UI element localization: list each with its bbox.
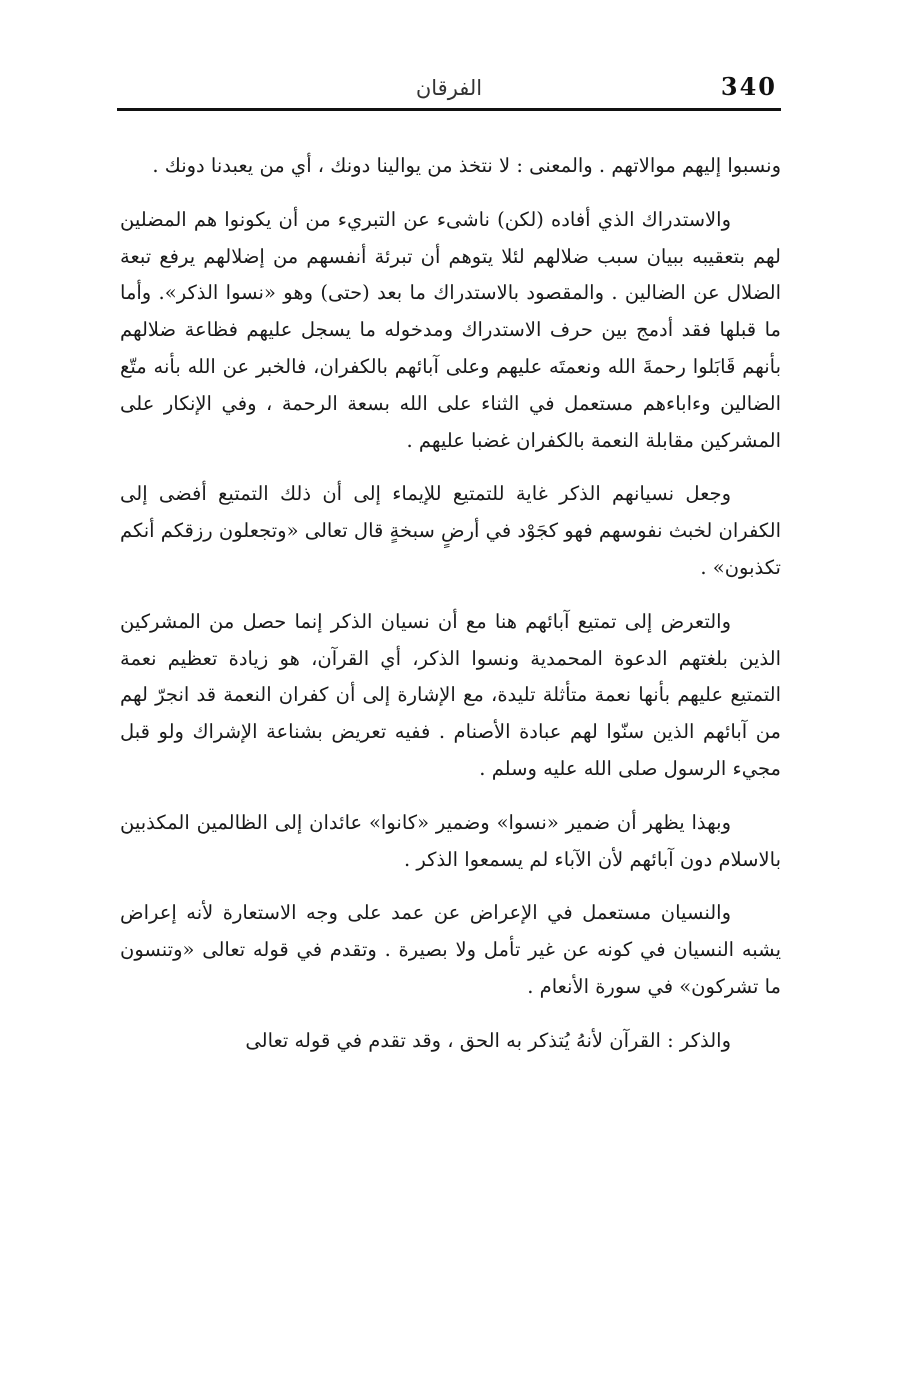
paragraph: والذكر : القرآن لأنهُ يُتذكر به الحق ، وقد تقدم في قوله تعالى — [245, 1028, 731, 1052]
paragraph: والاستدراك الذي أفاده (لكن) ناشىء عن التبريء من أن يكونوا هم المضلين لهم بتعقيبه ببيان سبب ضلالهم لئلا يتوهم أن تبرئة أنفسهم من إضلالهم يرفع تبعة الضلال عن الضالين . والمقصود بالاستدراك ما بعد (حتى) وهو «نسوا الذكر». وأما ما قبلها فقد أدمج بين حرف الاستدراك ومدخوله ما يسجل عليهم فظاعة ضلالهم بأنهم قَابَلوا رحمةَ الله ونعمتَه عليهم وعلى آبائهم بالكفران، فالخبر عن الله بأنه متّع الضالين وءاباءهم مستعمل في الثناء على الله بسعة الرحمة ، وفي الإنكار على المشركين مقابلة النعمة بالكفران غضبا عليهم . — [120, 207, 781, 452]
paragraph: ونسبوا إليهم موالاتهم . والمعنى : لا نتخذ من يوالينا دونك ، أي من يعبدنا دونك . — [152, 154, 781, 177]
running-title: الفرقان — [415, 76, 483, 100]
paragraph: والنسيان مستعمل في الإعراض عن عمد على وجه الاستعارة لأنه إعراض يشبه النسيان في كونه عن غير تأمل ولا بصيرة . وتقدم في قوله تعالى «وتنسون ما تشركون» في سورة الأنعام . — [120, 901, 781, 998]
header-rule — [117, 108, 781, 111]
paragraph: والتعرض إلى تمتيع آبائهم هنا مع أن نسيان الذكر إنما حصل من المشركين الذين بلغتهم الدعوة المحمدية ونسوا الذكر، أي القرآن، هو زيادة تعظيم نعمة التمتيع عليهم بأنها نعمة متأثلة تليدة، مع الإشارة إلى أن كفران النعمة قد انجرّ لهم من آبائهم الذين سنّوا لهم عبادة الأصنام . ففيه تعريض بشناعة الإشراك ولو قبل مجيء الرسول صلى الله عليه وسلم . — [120, 609, 781, 780]
page-number: 340 — [720, 72, 777, 101]
paragraph: وبهذا يظهر أن ضمير «نسوا» وضمير «كانوا» عائدان إلى الظالمين المكذبين بالاسلام دون آبائهم لأن الآباء لم يسمعوا الذكر . — [120, 810, 781, 871]
paragraph: وجعل نسيانهم الذكر غاية للتمتيع للإيماء إلى أن ذلك التمتيع أفضى إلى الكفران لخبث نفوسهم فهو كجَوْد في أرضٍ سبخةٍ قال تعالى «وتجعلون رزقكم أنكم تكذبون» . — [120, 482, 781, 579]
page-header — [117, 68, 781, 108]
page-body — [120, 148, 781, 1060]
